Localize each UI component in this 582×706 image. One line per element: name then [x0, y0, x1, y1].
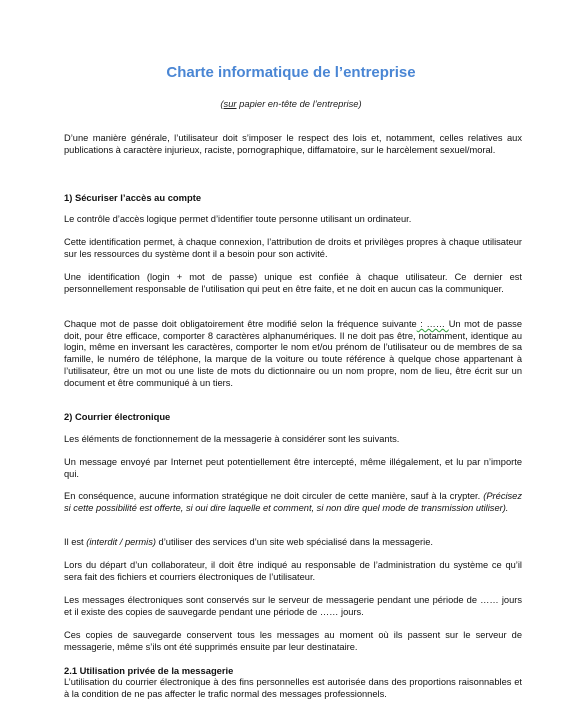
document-title: Charte informatique de l’entreprise: [166, 64, 416, 81]
section-1-paragraph-1: Le contrôle d’accès logique permet d’identifier toute personne utilisant un ordinateur.: [64, 214, 412, 224]
section-1-heading: 1) Sécuriser l’accès au compte: [64, 192, 202, 203]
section-2-paragraph-7: Ces copies de sauvegarde conservent tous les messages au moment où ils passent sur le serveur de messagerie, même s’ils ont été supprimés ensuite par leur destinataire.: [64, 630, 522, 652]
password-frequency-text: Chaque mot de passe doit obligatoirement être modifié selon la fréquence suivante: [64, 319, 417, 329]
subtitle-sur: sur: [223, 98, 237, 109]
section-2-paragraph-4: [64, 537, 522, 549]
section-1-paragraph-4: [64, 319, 522, 389]
subtitle-open-paren: (: [220, 98, 224, 109]
section-2-paragraph-6: Les messages électroniques sont conservés sur le serveur de messagerie pendant une période de …… jours et il existe des copies de sauvegarde pendant une période de …… jours.: [64, 595, 522, 617]
section-2-paragraph-3: [64, 491, 522, 514]
section-2-paragraph-1: Les éléments de fonctionnement de la messagerie à considérer sont les suivants.: [64, 434, 400, 444]
section-2-paragraph-5: Lors du départ d’un collaborateur, il doit être indiqué au responsable de l’administration du système ce qu’il sera fait des fichiers et courriers électroniques de l’utilisateur.: [64, 560, 522, 582]
section-1-paragraph-3: Une identification (login + mot de passe) unique est confiée à chaque utilisateur. Ce dernier est personnellement responsable de l’utilisation qui peut en être faite, et ne doit en aucun cas la communiquer.: [64, 272, 522, 294]
intro-paragraph: D’une manière générale, l’utilisateur doit s’imposer le respect des lois et, notamment, celles relatives aux publications à caractère injurieux, raciste, pornographique, diffamatoire, sur le harcèlement sexuel/moral.: [64, 133, 522, 155]
crypt-text: En conséquence, aucune information stratégique ne doit circuler de cette manière, sauf à la crypter.: [64, 491, 481, 501]
webmail-text-a: Il est: [64, 537, 87, 547]
section-2-1-heading: 2.1 Utilisation privée de la messagerie: [64, 665, 234, 676]
section-2-paragraph-2: Un message envoyé par Internet peut potentiellement être intercepté, même illégalement, et lu par n’importe qui.: [64, 457, 522, 479]
section-1-paragraph-2: Cette identification permet, à chaque connexion, l’attribution de droits et privilèges propres à chaque utilisateur sur les ressources du système dont il a besoin pour son activité.: [64, 237, 522, 259]
section-2-heading: 2) Courrier électronique: [64, 411, 171, 422]
crypt-note: (Précisez si cette possibilité est offerte, si oui dire laquelle et comment, si non dire quel mode de transmission utiliser).: [64, 491, 522, 513]
section-2-1-paragraph-1: L’utilisation du courrier électronique à des fins personnelles est autorisée dans des proportions raisonnables et à la condition de ne pas affecter le trafic normal des messages professionnels.: [64, 677, 522, 699]
webmail-choice: (interdit / permis): [86, 537, 156, 547]
frequency-blank: : ……: [416, 319, 449, 329]
webmail-text-b: d’utiliser des services d’un site web spécialisé dans la messagerie.: [155, 537, 433, 547]
subtitle-rest: papier en-tête de l’entreprise): [236, 98, 362, 109]
password-rules-text: Un mot de passe doit, pour être efficace, comporter 8 caractères alphanumériques. Il ne doit pas être, notamment, identique au login, même en inversant les caractères, comporter le nom et/ou prénom de l’utilisateur ou de membres de sa famille, le numéro de téléphone, la marque de la voiture ou toute référence à quelque chose appartenant à l’utilisateur, être un mot ou une liste de mots du dictionnaire ou un nom propre, nom de lieu, être écrit sur un document et être communiqué à un tiers.: [64, 319, 522, 388]
document-subtitle: [0, 98, 582, 109]
